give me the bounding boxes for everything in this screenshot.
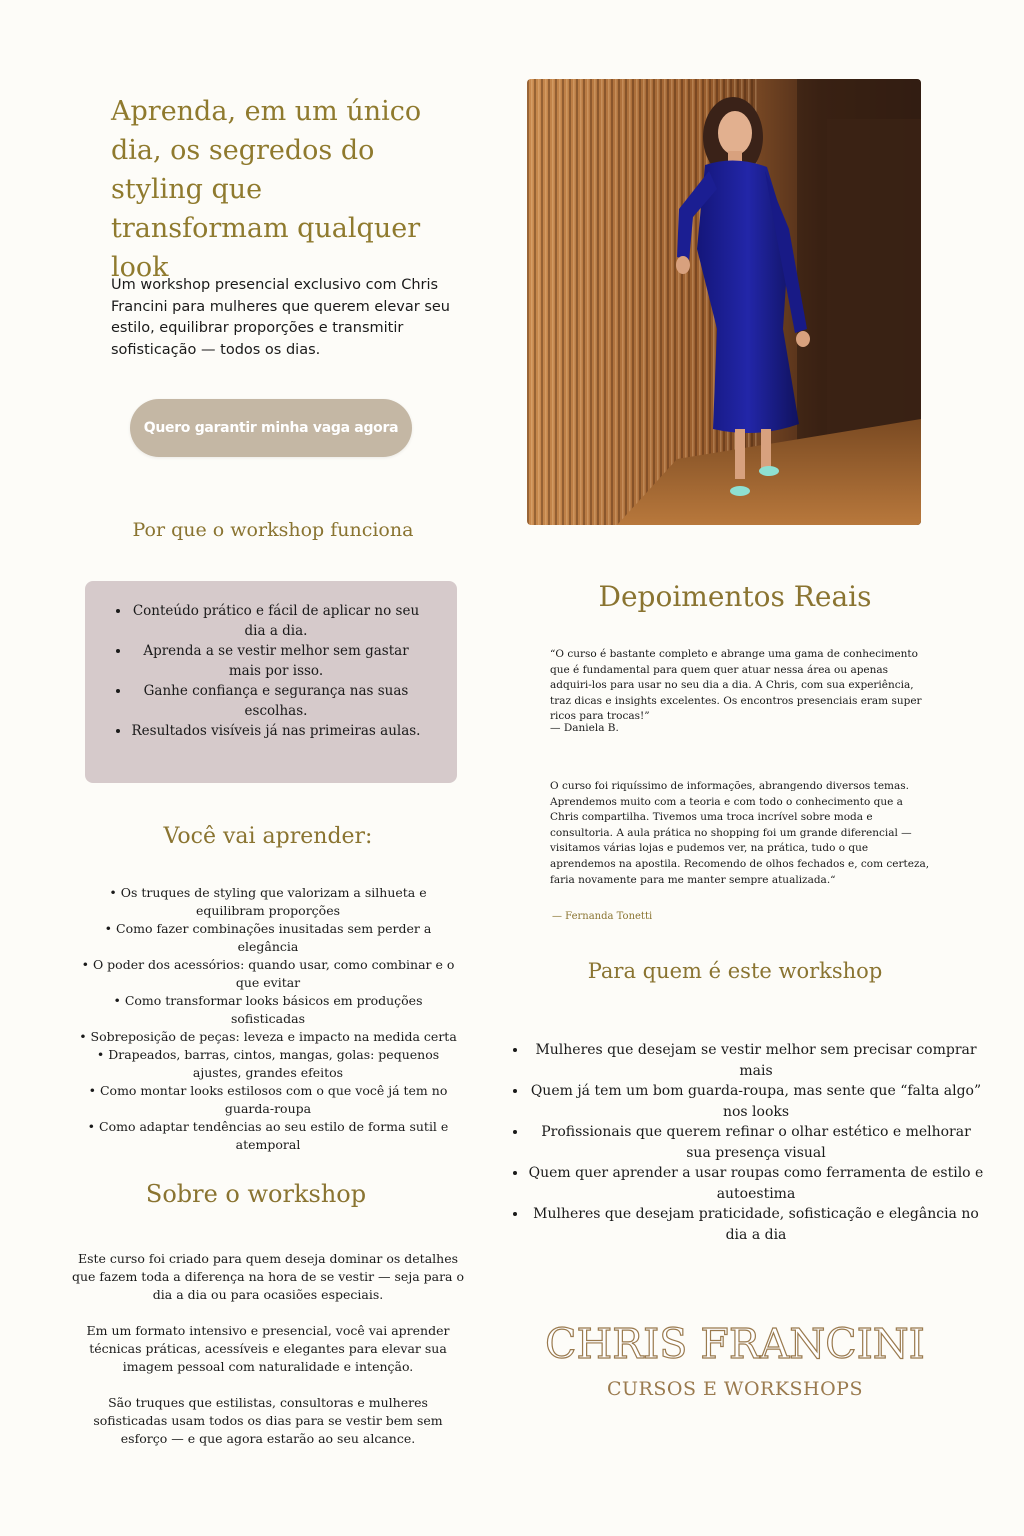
about-section-title: Sobre o workshop — [145, 1180, 367, 1208]
for-whom-title: Para quem é este workshop — [587, 959, 883, 983]
about-text — [72, 1250, 464, 1466]
list-item: • Como montar looks estilosos com o que você já tem no guarda-roupa — [88, 1083, 448, 1116]
testimonial-author: — Fernanda Tonetti — [552, 911, 653, 922]
list-item: • O poder dos acessórios: quando usar, como combinar e o que evitar — [81, 957, 455, 990]
brand-logo-name: CHRIS FRANCINI — [545, 1320, 925, 1368]
learn-list — [76, 884, 460, 1154]
list-item: • Os truques de styling que valorizam a silhueta e equilibram proporções — [109, 885, 427, 918]
woman-in-blue-dress-photo — [527, 79, 921, 525]
brand-tagline: CURSOS E WORKSHOPS — [607, 1378, 863, 1400]
list-item: • Sobreposição de peças: leveza e impacto na medida certa — [79, 1029, 457, 1044]
why-list — [85, 581, 457, 741]
hero-subtitle: Um workshop presencial exclusivo com Chris Francini para mulheres que querem elevar seu estilo, equilibrar proporções e transmitir sofisticação — todos os dias. — [111, 277, 450, 358]
list-item: • Mulheres que desejam se vestir melhor sem precisar comprar mais — [528, 1040, 984, 1081]
testimonials-title: Depoimentos Reais — [598, 580, 872, 613]
cta-button[interactable]: Quero garantir minha vaga agora — [130, 399, 412, 457]
for-whom-list — [512, 1040, 984, 1245]
about-paragraph: São truques que estilistas, consultoras e mulheres sofisticadas usam todos os dias para se vestir bem sem esforço — e que agora estarão ao seu alcance. — [93, 1395, 443, 1446]
list-item: • Como transformar looks básicos em produções sofisticadas — [113, 993, 423, 1026]
about-paragraph: Em um formato intensivo e presencial, você vai aprender técnicas práticas, acessíveis e elegantes para elevar sua imagem pessoal com naturalidade e intenção. — [86, 1323, 450, 1374]
list-item: • Quem quer aprender a usar roupas como ferramenta de estilo e autoestima — [528, 1163, 984, 1204]
list-item: • Drapeados, barras, cintos, mangas, golas: pequenos ajustes, grandes efeitos — [96, 1047, 440, 1080]
list-item: • Ganhe confiança e segurança nas suas escolhas. — [131, 681, 421, 721]
list-item: • Como adaptar tendências ao seu estilo de forma sutil e atemporal — [87, 1119, 449, 1152]
list-item: • Como fazer combinações inusitadas sem perder a elegância — [104, 921, 432, 954]
testimonial-text: “O curso é bastante completo e abrange uma gama de conhecimento que é fundamental para quem quer atuar nessa área ou apenas adquiri-los para usar no seu dia a dia. A Chris, com sua experiência, traz dicas e insights excelentes. Os encontros presenciais eram super ricos para trocas!” — [550, 648, 922, 723]
list-item: • Quem já tem um bom guarda-roupa, mas sente que “falta algo” nos looks — [528, 1081, 984, 1122]
about-paragraph: Este curso foi criado para quem deseja dominar os detalhes que fazem toda a diferença na hora de se vestir — seja para o dia a dia ou para ocasiões especiais. — [72, 1251, 465, 1302]
list-item: • Conteúdo prático e fácil de aplicar no seu dia a dia. — [131, 601, 421, 641]
list-item: • Resultados visíveis já nas primeiras aulas. — [131, 721, 421, 741]
list-item: • Profissionais que querem refinar o olhar estético e melhorar sua presença visual — [528, 1122, 984, 1163]
list-item: • Aprenda a se vestir melhor sem gastar mais por isso. — [131, 641, 421, 681]
testimonial-text: O curso foi riquíssimo de informações, abrangendo diversos temas. Aprendemos muito com a teoria e com todo o conhecimento que a Chris compartilha. Tivemos uma troca incrível sobre moda e consultoria. A aula prática no shopping foi um grande diferencial — visitamos várias lojas e pudemos ver, na prática, tudo o que aprendemos na apostila. Recomendo de olhos fechados e, com certeza, faria novamente para me manter sempre atualizada.“ — [550, 780, 930, 886]
hero-title: Aprenda, em um único dia, os segredos do styling que transformam qualquer look — [111, 96, 422, 283]
learn-section-title: Você vai aprender: — [163, 824, 373, 849]
why-box — [85, 581, 457, 783]
testimonial-author: — Daniela B. — [550, 722, 619, 734]
why-section-title: Por que o workshop funciona — [132, 519, 414, 541]
hero-photo — [527, 79, 921, 525]
list-item: • Mulheres que desejam praticidade, sofisticação e elegância no dia a dia — [528, 1204, 984, 1245]
